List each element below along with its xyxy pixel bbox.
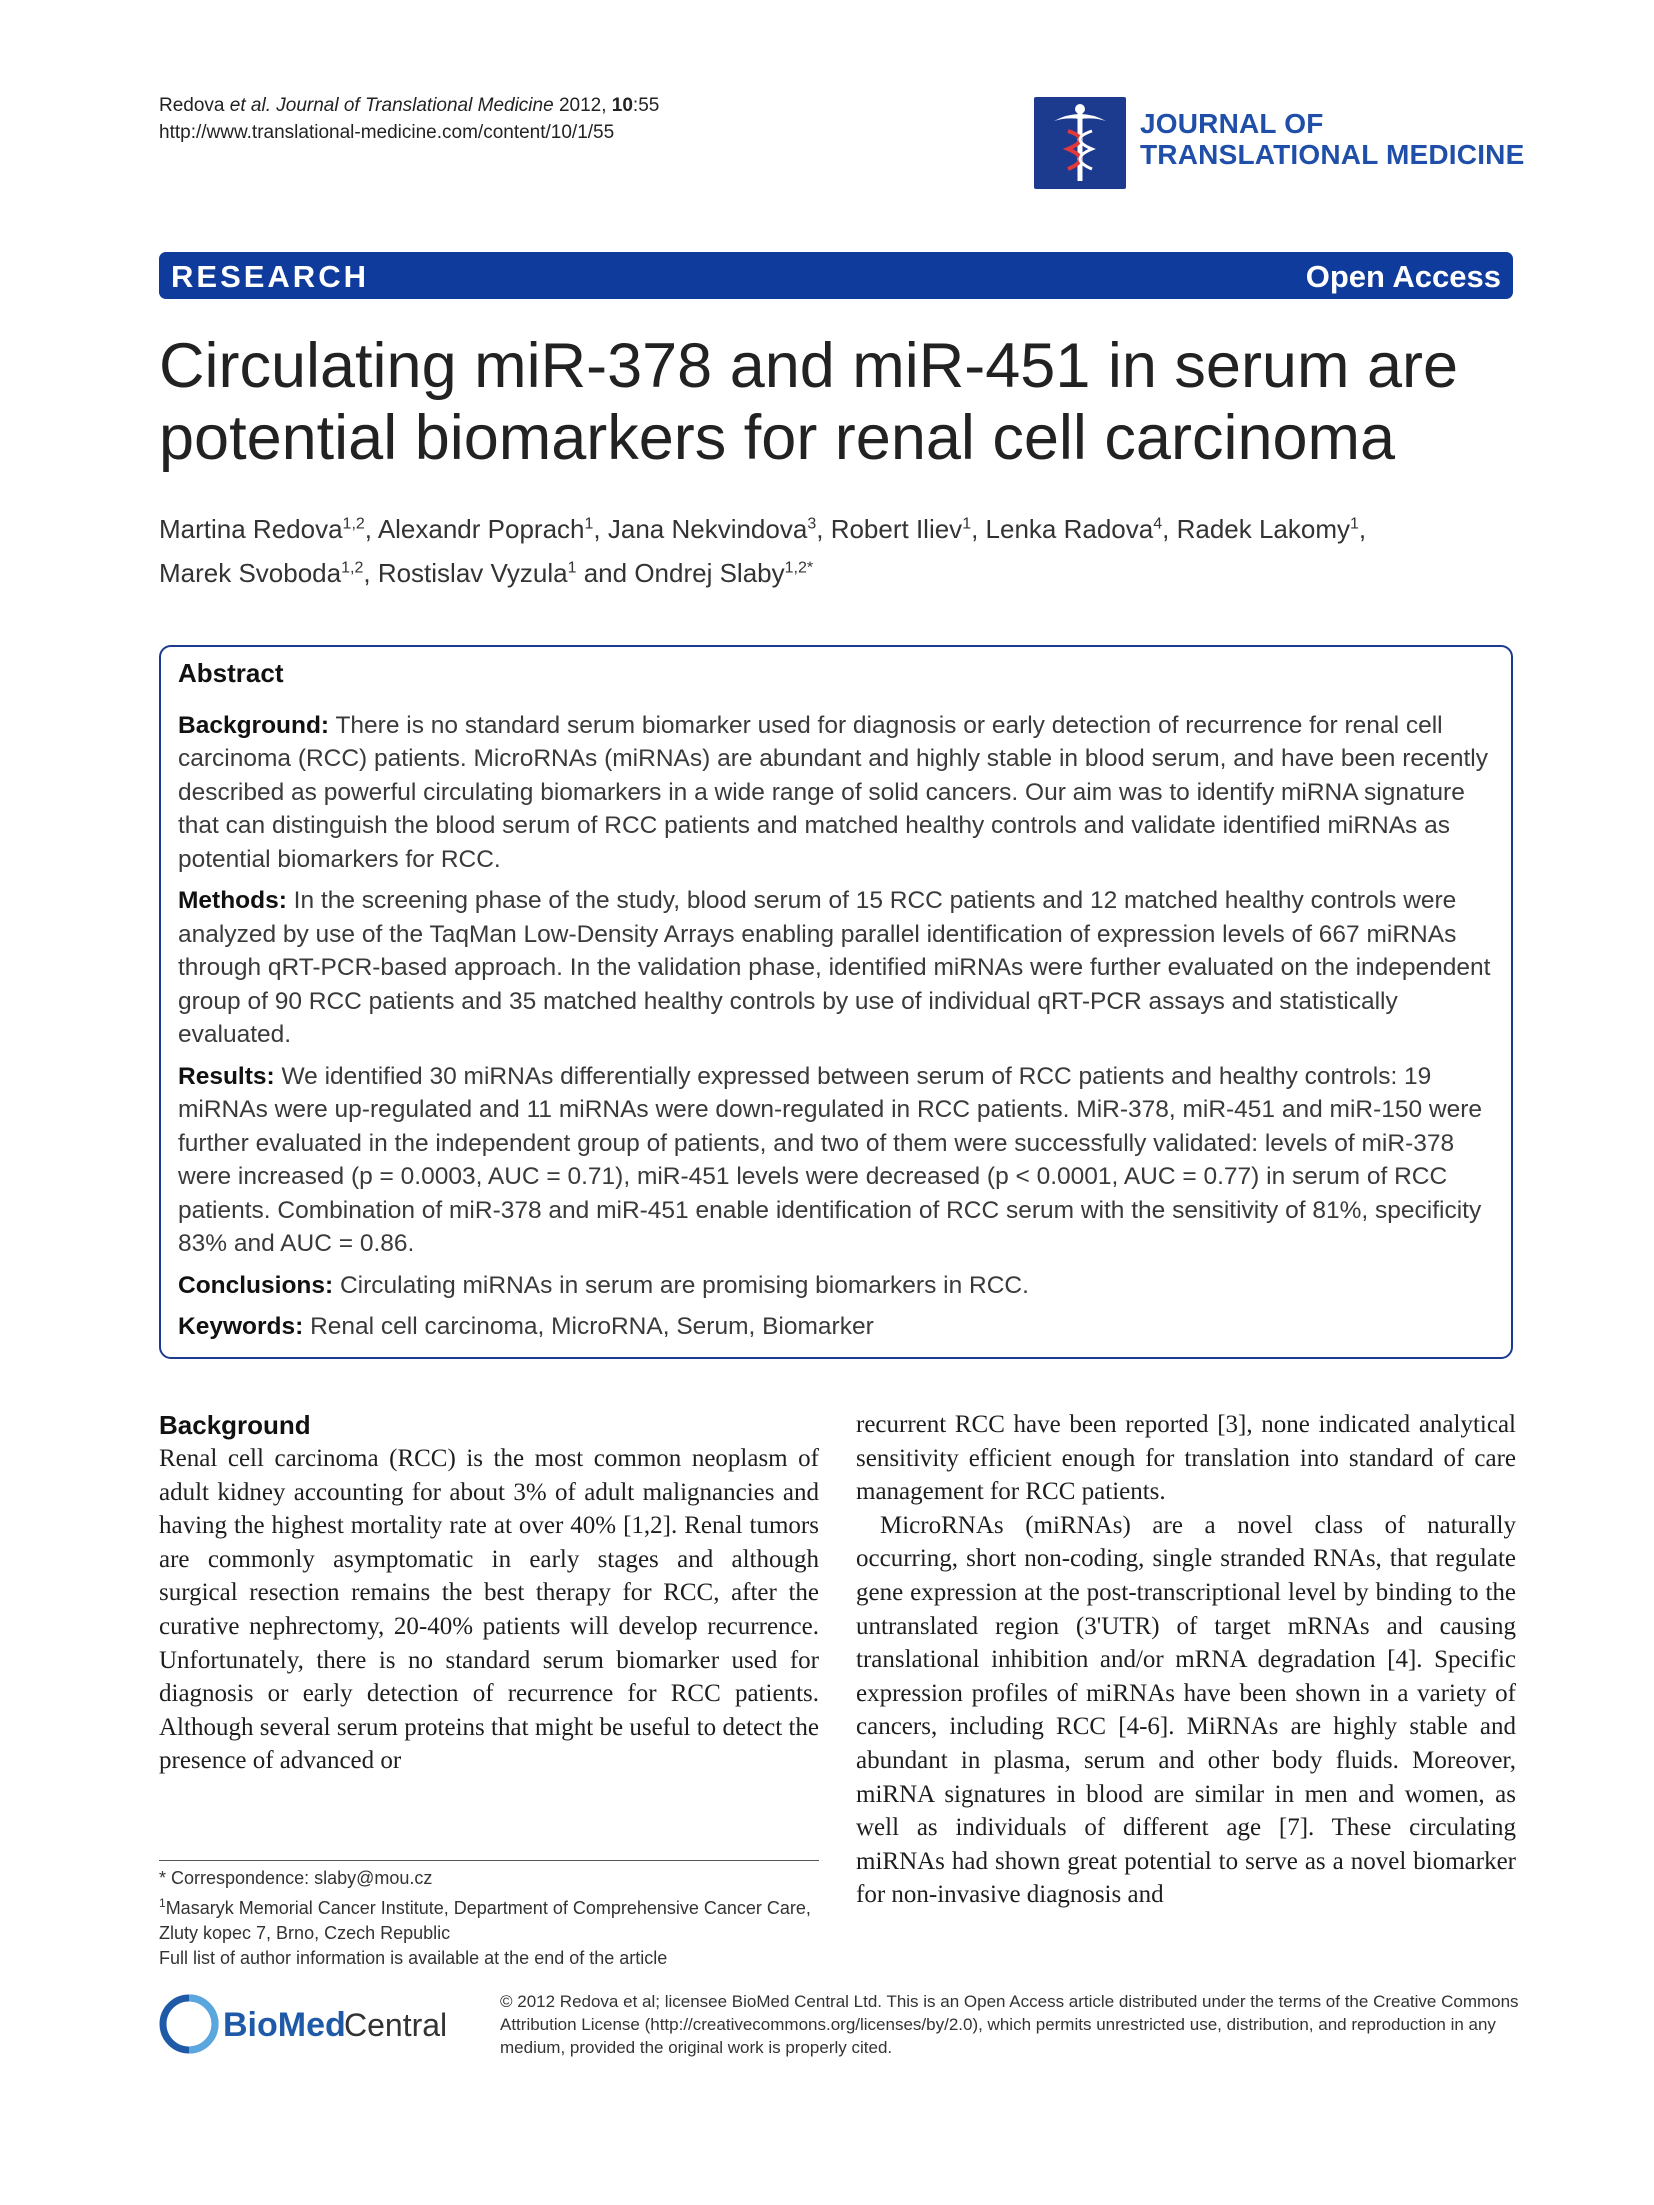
logo-word-central: Central xyxy=(344,2007,448,2043)
author: Radek Lakomy$^1$, xyxy=(1176,513,1367,544)
author: Marek Svoboda$^{1,2}$, xyxy=(159,558,378,589)
article-type-banner xyxy=(159,252,1513,299)
abstract-results: Results: We identified 30 miRNAs differentially expressed between serum of RCC patients and healthy controls: 19 miRNAs were up-regulated and 11 miRNAs were down-regulated in RCC patients. MiR-378, miR-451 and miR-150 were further evaluated in the independent group of patients, and two of them were successfully validated: levels of miR-378 were increased (p = 0.0003, AUC = 0.71), miR-451 levels were decreased (p < 0.0001, AUC = 0.77) in serum of RCC patients. Combination of miR-378 and miR-451 enable identification of RCC serum with the sensitivity of 81%, specificity 83% and AUC = 0.86. xyxy=(178,1062,1483,1257)
author: Alexandr Poprach$^1$, xyxy=(377,513,608,544)
title-line-2: potential biomarkers for renal cell carcinoma xyxy=(159,403,1396,473)
citation-volume: 10 xyxy=(611,95,633,116)
article-type-label: RESEARCH xyxy=(171,259,369,294)
journal-logo-text xyxy=(1140,108,1524,170)
body-paragraph: Renal cell carcinoma (RCC) is the most common neoplasm of adult kidney accounting for about 3% of adult malignancies and having the highest mortality rate at over 40% [1,2]. Renal tumors are commonly asymptomatic in early stages and although surgical resection remains the best therapy for RCC, after the curative nephrectomy, 20-40% patients will develop recurrence. Unfortunately, there is no standard serum biomarker used for diagnosis or early detection of recurrence for RCC patients. Although several serum proteins that might be useful to detect the presence of advanced or xyxy=(159,1445,819,1775)
body-column-left xyxy=(159,1408,819,1778)
license-statement: © 2012 Redova et al; licensee BioMed Central Ltd. This is an Open Access article distributed under the terms of the Creative Commons Attribution License (http://creativecommons.org/licenses/by/2.0), which permits unrestricted use, distribution, and reproduction in any medium, provided the original work is properly cited. xyxy=(500,1992,1519,2057)
journal-logo-line2: TRANSLATIONAL MEDICINE xyxy=(1140,139,1525,170)
caduceus-icon xyxy=(1034,97,1126,189)
author: Lenka Radova$^4$, xyxy=(985,513,1177,544)
affiliation-note: $^1$Masaryk Memorial Cancer Institute, Department of Comprehensive Cancer Care, Zluty kopec 7, Brno, Czech Republic xyxy=(159,1896,811,1943)
body-column-right xyxy=(856,1408,1516,1912)
journal-logo-line1: JOURNAL OF xyxy=(1140,108,1324,139)
author: Martina Redova$^{1,2}$, xyxy=(159,513,378,544)
author-list xyxy=(159,504,1499,593)
article-url[interactable]: http://www.translational-medicine.com/content/10/1/55 xyxy=(159,122,615,143)
citation-journal: . Journal of Translational Medicine xyxy=(265,95,554,116)
abstract-methods: Methods: In the screening phase of the study, blood serum of 15 RCC patients and 12 matched healthy controls were analyzed by use of the TaqMan Low-Density Arrays enabling parallel identification of expression levels of 667 miRNAs through qRT-PCR-based approach. In the validation phase, identified miRNAs were further evaluated on the independent group of 90 RCC patients and 35 matched healthy controls by use of individual qRT-PCR assays and statistically evaluated. xyxy=(178,887,1491,1048)
title-line-1: Circulating miR-378 and miR-451 in serum are xyxy=(159,331,1459,401)
abstract-keywords: Keywords: Renal cell carcinoma, MicroRNA, Serum, Biomarker xyxy=(178,1313,874,1340)
citation-year: 2012, xyxy=(553,95,612,116)
author-info-note: Full list of author information is available at the end of the article xyxy=(159,1948,668,1968)
citation-article-number: :55 xyxy=(632,95,660,116)
body-paragraph: MicroRNAs (miRNAs) are a novel class of naturally occurring, short non-coding, single stranded RNAs, that regulate gene expression at the post-transcriptional level by binding to the untranslated region (3'UTR) of target mRNAs and causing translational inhibition and/or mRNA degradation [4]. Specific expression profiles of miRNAs have been shown in a variety of cancers, including RCC [4-6]. MiRNAs are highly stable and abundant in plasma, serum and other body fluids. Moreover, miRNA signatures in blood are similar in men and women, as well as individuals of different age [7]. These circulating miRNAs had shown great potential to serve as a novel biomarker for non-invasive diagnosis and xyxy=(856,1511,1516,1909)
section-heading-background: Background xyxy=(159,1410,311,1440)
citation-header xyxy=(159,92,659,146)
author: Rostislav Vyzula$^1$ and xyxy=(377,558,635,589)
biomed-central-logo xyxy=(159,1992,479,2056)
abstract-conclusions: Conclusions: Circulating miRNAs in serum are promising biomarkers in RCC. xyxy=(178,1271,1029,1299)
citation-authors: Redova xyxy=(159,95,230,116)
citation-line xyxy=(159,92,659,119)
abstract-background: Background: There is no standard serum biomarker used for diagnosis or early detection of recurrence for renal cell carcinoma (RCC) patients. MicroRNAs (miRNAs) are abundant and highly stable in blood serum, and have been recently described as powerful circulating biomarkers in a wide range of solid cancers. Our aim was to identify miRNA signature that can distinguish the blood serum of RCC patients and matched healthy controls and validate identified miRNAs as potential biomarkers for RCC. xyxy=(178,711,1488,873)
abstract-heading: Abstract xyxy=(178,658,284,688)
footnotes xyxy=(159,1866,819,1971)
logo-word-biomed: BioMed xyxy=(223,2006,346,2044)
open-access-label: Open Access xyxy=(1305,259,1501,294)
footnote-divider xyxy=(159,1860,819,1861)
article-title xyxy=(159,330,1519,474)
correspondence-note: * Correspondence: slaby@mou.cz xyxy=(159,1868,433,1888)
citation-etal: et al xyxy=(229,95,266,116)
abstract-box xyxy=(159,645,1513,1359)
author: Robert Iliev$^1$, xyxy=(830,513,986,544)
author: Jana Nekvindova$^3$, xyxy=(607,513,831,544)
author: Ondrej Slaby$^{1,2*}$ xyxy=(634,558,814,589)
body-paragraph: recurrent RCC have been reported [3], none indicated analytical sensitivity efficient enough for translation into standard of care management for RCC patients. xyxy=(856,1411,1516,1506)
